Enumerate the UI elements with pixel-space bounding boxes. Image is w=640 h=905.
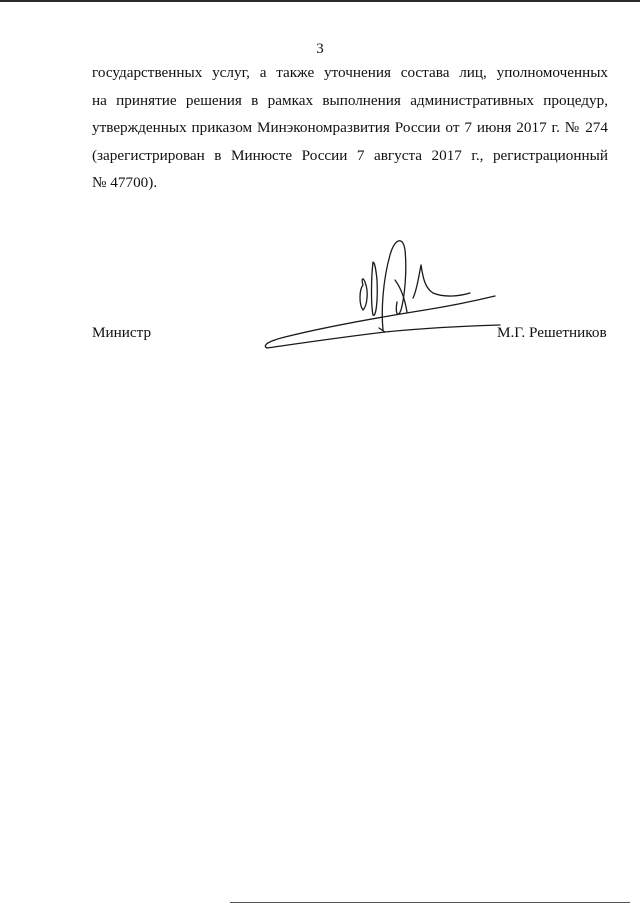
- paragraph-line: № 47700).: [92, 174, 158, 191]
- paragraph-line: на принятие решения в рамках выполнения административных процедур,: [92, 91, 608, 109]
- paragraph-line: утвержденных приказом Минэкономразвития России от 7 июня 2017 г. № 274: [92, 119, 608, 136]
- body-paragraph: [92, 59, 608, 197]
- handwritten-signature: [255, 230, 505, 355]
- page-number: 3: [316, 41, 324, 57]
- paragraph-line: государственных услуг, а также уточнения состава лиц, уполномоченных: [92, 64, 608, 81]
- page-bottom-border: [230, 902, 630, 903]
- signer-title: Министр: [92, 324, 152, 341]
- paragraph-line: (зарегистрирован в Минюсте России 7 августа 2017 г., регистрационный: [92, 146, 608, 164]
- page-top-border: [0, 0, 640, 2]
- signer-name: М.Г. Решетников: [497, 324, 607, 341]
